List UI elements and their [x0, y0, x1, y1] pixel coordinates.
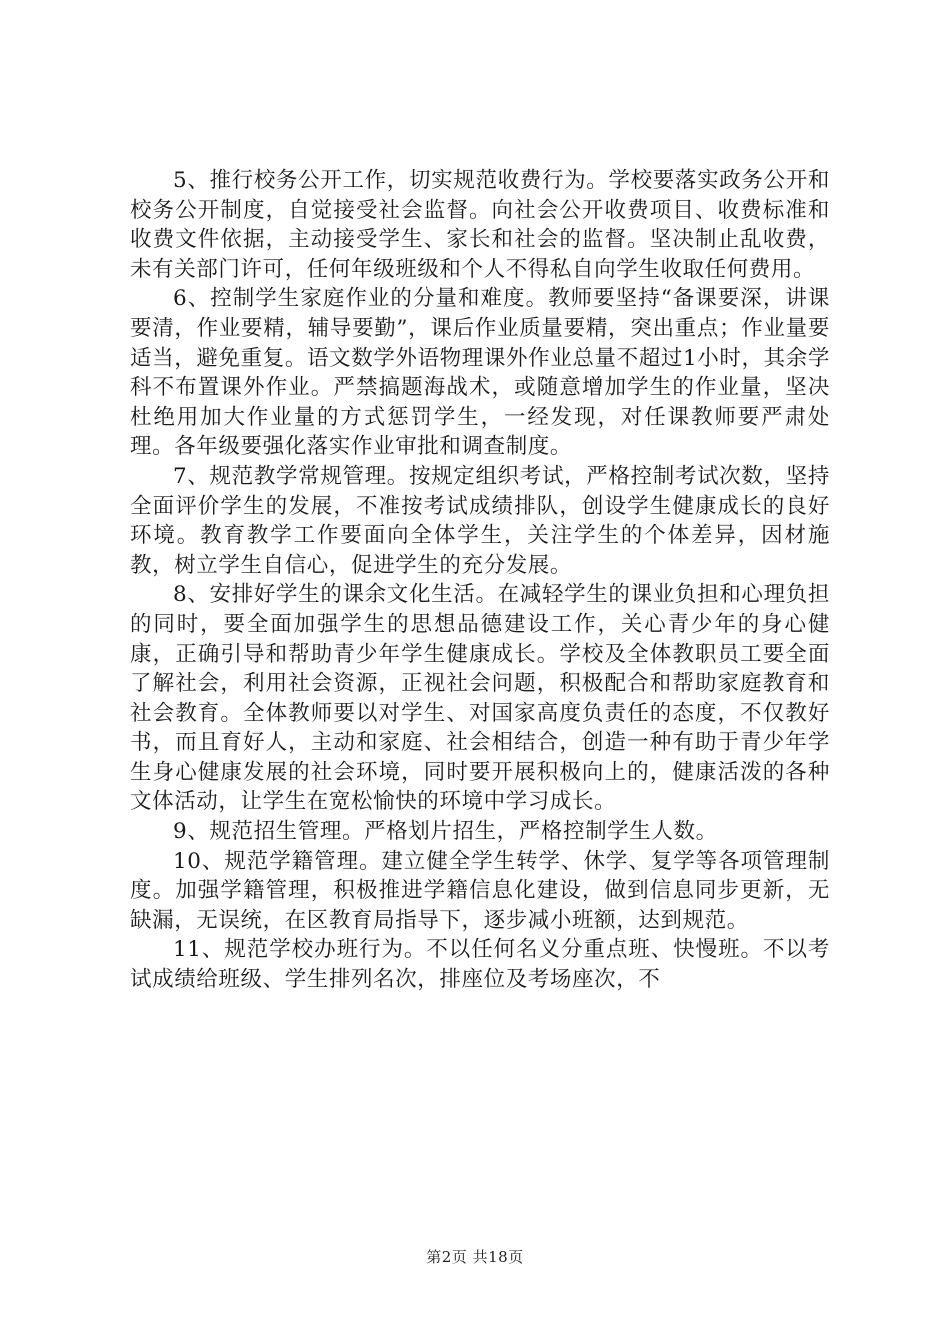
- paragraph-11: 11、规范学校办班行为。不以任何名义分重点班、快慢班。不以考试成绩给班级、学生排列名次，排座位及考场座次，不: [130, 937, 830, 993]
- page-number-footer: 第2页 共18页: [426, 1248, 524, 1266]
- paragraph-8: 8、安排好学生的课余文化生活。在减轻学生的课业负担和心理负担的同时，要全面加强学生的思想品德建设工作，关心青少年的身心健康，正确引导和帮助青少年学生健康成长。学校及全体教职员工要全面了解社会，利用社会资源，正视社会问题，积极配合和帮助家庭教育和社会教育。全体教师要以对学生、对国家高度负责任的态度，不仅教好书，而且育好人，主动和家庭、社会相结合，创造一种有助于青少年学生身心健康发展的社会环境，同时要开展积极向上的，健康活泼的各种文体活动，让学生在宽松愉快的环境中学习成长。: [130, 582, 830, 815]
- paragraph-10: 10、规范学籍管理。建立健全学生转学、休学、复学等各项管理制度。加强学籍管理，积极推进学籍信息化建设，做到信息同步更新，无缺漏，无误统，在区教育局指导下，逐步减小班额，达到规范。: [130, 848, 830, 933]
- document-body: [130, 166, 830, 995]
- paragraph-5: 5、推行校务公开工作，切实规范收费行为。学校要落实政务公开和校务公开制度，自觉接受社会监督。向社会公开收费项目、收费标准和收费文件依据，主动接受学生、家长和社会的监督。坚决制止乱收费，未有关部门许可，任何年级班级和个人不得私自向学生收取任何费用。: [130, 168, 830, 282]
- paragraph-9: 9、规范招生管理。严格划片招生，严格控制学生人数。: [173, 819, 718, 845]
- paragraph-7: 7、规范教学常规管理。按规定组织考试，严格控制考试次数，坚持全面评价学生的发展，不准按考试成绩排队，创设学生健康成长的良好环境。教育教学工作要面向全体学生，关注学生的个体差异，因材施教，树立学生自信心，促进学生的充分发展。: [130, 463, 830, 578]
- paragraph-6: 6、控制学生家庭作业的分量和难度。教师要坚持“备课要深，讲课要清，作业要精，辅导要勤”，课后作业质量要精，突出重点；作业量要适当，避免重复。语文数学外语物理课外作业总量不超过1小时，其余学科不布置课外作业。严禁搞题海战术，或随意增加学生的作业量，坚决杜绝用加大作业量的方式惩罚学生，一经发现，对任课教师要严肃处理。各年级要强化落实作业审批和调查制度。: [130, 286, 830, 460]
